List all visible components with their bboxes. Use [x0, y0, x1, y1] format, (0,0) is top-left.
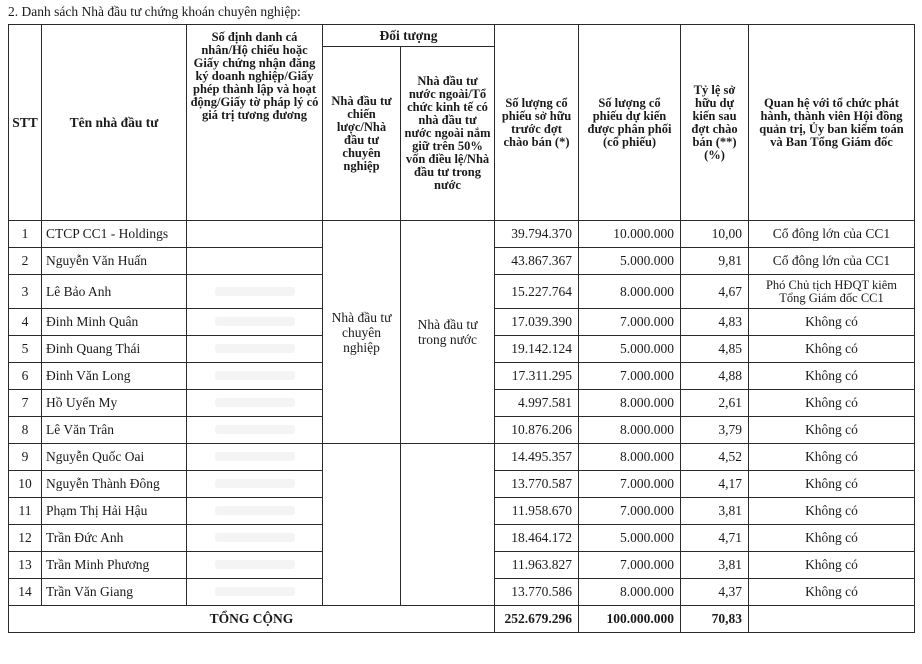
- row-ownership-ratio: 4,85: [681, 336, 749, 363]
- total-row: [9, 606, 915, 633]
- row-stt: 7: [9, 390, 42, 417]
- total-shares-distributed: 100.000.000: [579, 606, 681, 633]
- row-shares-distributed: 10.000.000: [579, 221, 681, 248]
- row-relation: Không có: [749, 525, 915, 552]
- redacted-id-mark: [215, 452, 295, 461]
- header-investor-name: Tên nhà đầu tư: [42, 25, 187, 221]
- row-id-redacted: [187, 363, 323, 390]
- row-relation: Không có: [749, 579, 915, 606]
- total-shares-before: 252.679.296: [495, 606, 579, 633]
- redacted-id-mark: [215, 287, 295, 296]
- total-label: TỔNG CỘNG: [9, 606, 495, 633]
- table-row: [9, 444, 915, 471]
- row-stt: 9: [9, 444, 42, 471]
- row-shares-before: 13.770.587: [495, 471, 579, 498]
- group2-object-origin: [401, 444, 495, 606]
- header-stt: STT: [9, 25, 42, 221]
- row-investor-name: Đinh Minh Quân: [42, 309, 187, 336]
- row-investor-name: Nguyễn Thành Đông: [42, 471, 187, 498]
- row-shares-before: 18.464.172: [495, 525, 579, 552]
- row-stt: 12: [9, 525, 42, 552]
- row-shares-before: 17.039.390: [495, 309, 579, 336]
- row-shares-distributed: 7.000.000: [579, 471, 681, 498]
- row-investor-name: Đinh Văn Long: [42, 363, 187, 390]
- row-shares-distributed: 8.000.000: [579, 275, 681, 309]
- row-ownership-ratio: 3,79: [681, 417, 749, 444]
- group1-object-origin: Nhà đầu tư trong nước: [401, 221, 495, 444]
- row-relation: Không có: [749, 336, 915, 363]
- professional-investor-table: [8, 24, 915, 633]
- row-ownership-ratio: 4,37: [681, 579, 749, 606]
- row-ownership-ratio: 10,00: [681, 221, 749, 248]
- row-ownership-ratio: 3,81: [681, 498, 749, 525]
- row-ownership-ratio: 4,88: [681, 363, 749, 390]
- row-stt: 14: [9, 579, 42, 606]
- row-id-redacted: [187, 417, 323, 444]
- row-shares-distributed: 5.000.000: [579, 336, 681, 363]
- header-object-origin: Nhà đầu tư nước ngoài/Tổ chức kinh tế có nhà đầu tư nước ngoài nắm giữ trên 50% vốn điều lệ/Nhà đầu tư trong nước: [401, 47, 495, 221]
- row-id-redacted: [187, 221, 323, 248]
- row-investor-name: Nguyễn Quốc Oai: [42, 444, 187, 471]
- row-stt: 10: [9, 471, 42, 498]
- row-shares-distributed: 7.000.000: [579, 552, 681, 579]
- header-ownership-ratio: Tỷ lệ sở hữu dự kiến sau đợt chào bán (**) (%): [681, 25, 749, 221]
- redacted-id-mark: [215, 317, 295, 326]
- row-investor-name: Lê Bảo Anh: [42, 275, 187, 309]
- row-relation: Không có: [749, 498, 915, 525]
- row-stt: 4: [9, 309, 42, 336]
- row-investor-name: Lê Văn Trân: [42, 417, 187, 444]
- header-object-type: Nhà đầu tư chiến lược/Nhà đầu tư chuyên nghiệp: [323, 47, 401, 221]
- row-shares-before: 15.227.764: [495, 275, 579, 309]
- redacted-id-mark: [215, 533, 295, 542]
- row-shares-distributed: 8.000.000: [579, 579, 681, 606]
- row-stt: 2: [9, 248, 42, 275]
- row-id-redacted: [187, 248, 323, 275]
- row-ownership-ratio: 3,81: [681, 552, 749, 579]
- header-id-document: Số định danh cá nhân/Hộ chiếu hoặc Giấy chứng nhận đăng ký doanh nghiệp/Giấy phép thành lập và hoạt động/Giấy tờ pháp lý có giá trị tương đương: [187, 25, 323, 221]
- row-stt: 8: [9, 417, 42, 444]
- row-id-redacted: [187, 275, 323, 309]
- row-id-redacted: [187, 336, 323, 363]
- header-shares-before: Số lượng cổ phiếu sở hữu trước đợt chào bán (*): [495, 25, 579, 221]
- row-shares-before: 11.958.670: [495, 498, 579, 525]
- row-relation: Không có: [749, 444, 915, 471]
- row-id-redacted: [187, 390, 323, 417]
- redacted-id-mark: [215, 371, 295, 380]
- row-investor-name: Phạm Thị Hải Hậu: [42, 498, 187, 525]
- row-shares-distributed: 8.000.000: [579, 444, 681, 471]
- redacted-id-mark: [215, 425, 295, 434]
- row-shares-distributed: 7.000.000: [579, 309, 681, 336]
- row-relation: Không có: [749, 471, 915, 498]
- row-ownership-ratio: 2,61: [681, 390, 749, 417]
- investor-rows: [9, 221, 915, 633]
- row-relation: Cổ đông lớn của CC1: [749, 248, 915, 275]
- row-ownership-ratio: 4,67: [681, 275, 749, 309]
- row-ownership-ratio: 4,71: [681, 525, 749, 552]
- row-investor-name: Trần Văn Giang: [42, 579, 187, 606]
- row-investor-name: Hồ Uyển My: [42, 390, 187, 417]
- row-shares-distributed: 8.000.000: [579, 417, 681, 444]
- row-investor-name: Trần Minh Phương: [42, 552, 187, 579]
- redacted-id-mark: [215, 506, 295, 515]
- row-stt: 1: [9, 221, 42, 248]
- row-shares-before: 43.867.367: [495, 248, 579, 275]
- row-shares-before: 10.876.206: [495, 417, 579, 444]
- row-shares-distributed: 7.000.000: [579, 363, 681, 390]
- row-shares-before: 14.495.357: [495, 444, 579, 471]
- row-stt: 5: [9, 336, 42, 363]
- row-id-redacted: [187, 579, 323, 606]
- row-id-redacted: [187, 552, 323, 579]
- row-shares-distributed: 5.000.000: [579, 248, 681, 275]
- row-id-redacted: [187, 444, 323, 471]
- row-id-redacted: [187, 471, 323, 498]
- row-relation: Không có: [749, 363, 915, 390]
- row-relation: Không có: [749, 309, 915, 336]
- header-object-group: Đối tượng: [323, 25, 495, 47]
- row-relation: Không có: [749, 390, 915, 417]
- redacted-id-mark: [215, 398, 295, 407]
- row-stt: 11: [9, 498, 42, 525]
- row-ownership-ratio: 9,81: [681, 248, 749, 275]
- row-id-redacted: [187, 498, 323, 525]
- row-shares-distributed: 7.000.000: [579, 498, 681, 525]
- row-shares-before: 4.997.581: [495, 390, 579, 417]
- row-investor-name: CTCP CC1 - Holdings: [42, 221, 187, 248]
- group2-object-type: [323, 444, 401, 606]
- row-shares-before: 19.142.124: [495, 336, 579, 363]
- redacted-id-mark: [215, 560, 295, 569]
- row-relation: Không có: [749, 552, 915, 579]
- redacted-id-mark: [215, 479, 295, 488]
- section-heading: 2. Danh sách Nhà đầu tư chứng khoán chuyên nghiệp:: [8, 4, 301, 19]
- row-investor-name: Đinh Quang Thái: [42, 336, 187, 363]
- row-relation: Phó Chủ tịch HĐQT kiêm Tổng Giám đốc CC1: [749, 275, 915, 309]
- table-row: [9, 221, 915, 248]
- row-ownership-ratio: 4,52: [681, 444, 749, 471]
- row-id-redacted: [187, 525, 323, 552]
- row-shares-distributed: 5.000.000: [579, 525, 681, 552]
- redacted-id-mark: [215, 344, 295, 353]
- row-id-redacted: [187, 309, 323, 336]
- header-relation: Quan hệ với tổ chức phát hành, thành viên Hội đồng quản trị, Ủy ban kiểm toán và Ban Tổng Giám đốc: [749, 25, 915, 221]
- total-relation: [749, 606, 915, 633]
- row-relation: Không có: [749, 417, 915, 444]
- header-shares-distributed: Số lượng cổ phiếu dự kiến được phân phối (cổ phiếu): [579, 25, 681, 221]
- row-shares-distributed: 8.000.000: [579, 390, 681, 417]
- redacted-id-mark: [215, 587, 295, 596]
- total-ownership-ratio: 70,83: [681, 606, 749, 633]
- row-ownership-ratio: 4,83: [681, 309, 749, 336]
- row-ownership-ratio: 4,17: [681, 471, 749, 498]
- row-shares-before: 13.770.586: [495, 579, 579, 606]
- row-investor-name: Trần Đức Anh: [42, 525, 187, 552]
- group1-object-type: Nhà đầu tư chuyên nghiệp: [323, 221, 401, 444]
- row-shares-before: 11.963.827: [495, 552, 579, 579]
- row-shares-before: 17.311.295: [495, 363, 579, 390]
- row-stt: 6: [9, 363, 42, 390]
- row-shares-before: 39.794.370: [495, 221, 579, 248]
- row-relation: Cổ đông lớn của CC1: [749, 221, 915, 248]
- row-stt: 3: [9, 275, 42, 309]
- row-stt: 13: [9, 552, 42, 579]
- row-investor-name: Nguyễn Văn Huấn: [42, 248, 187, 275]
